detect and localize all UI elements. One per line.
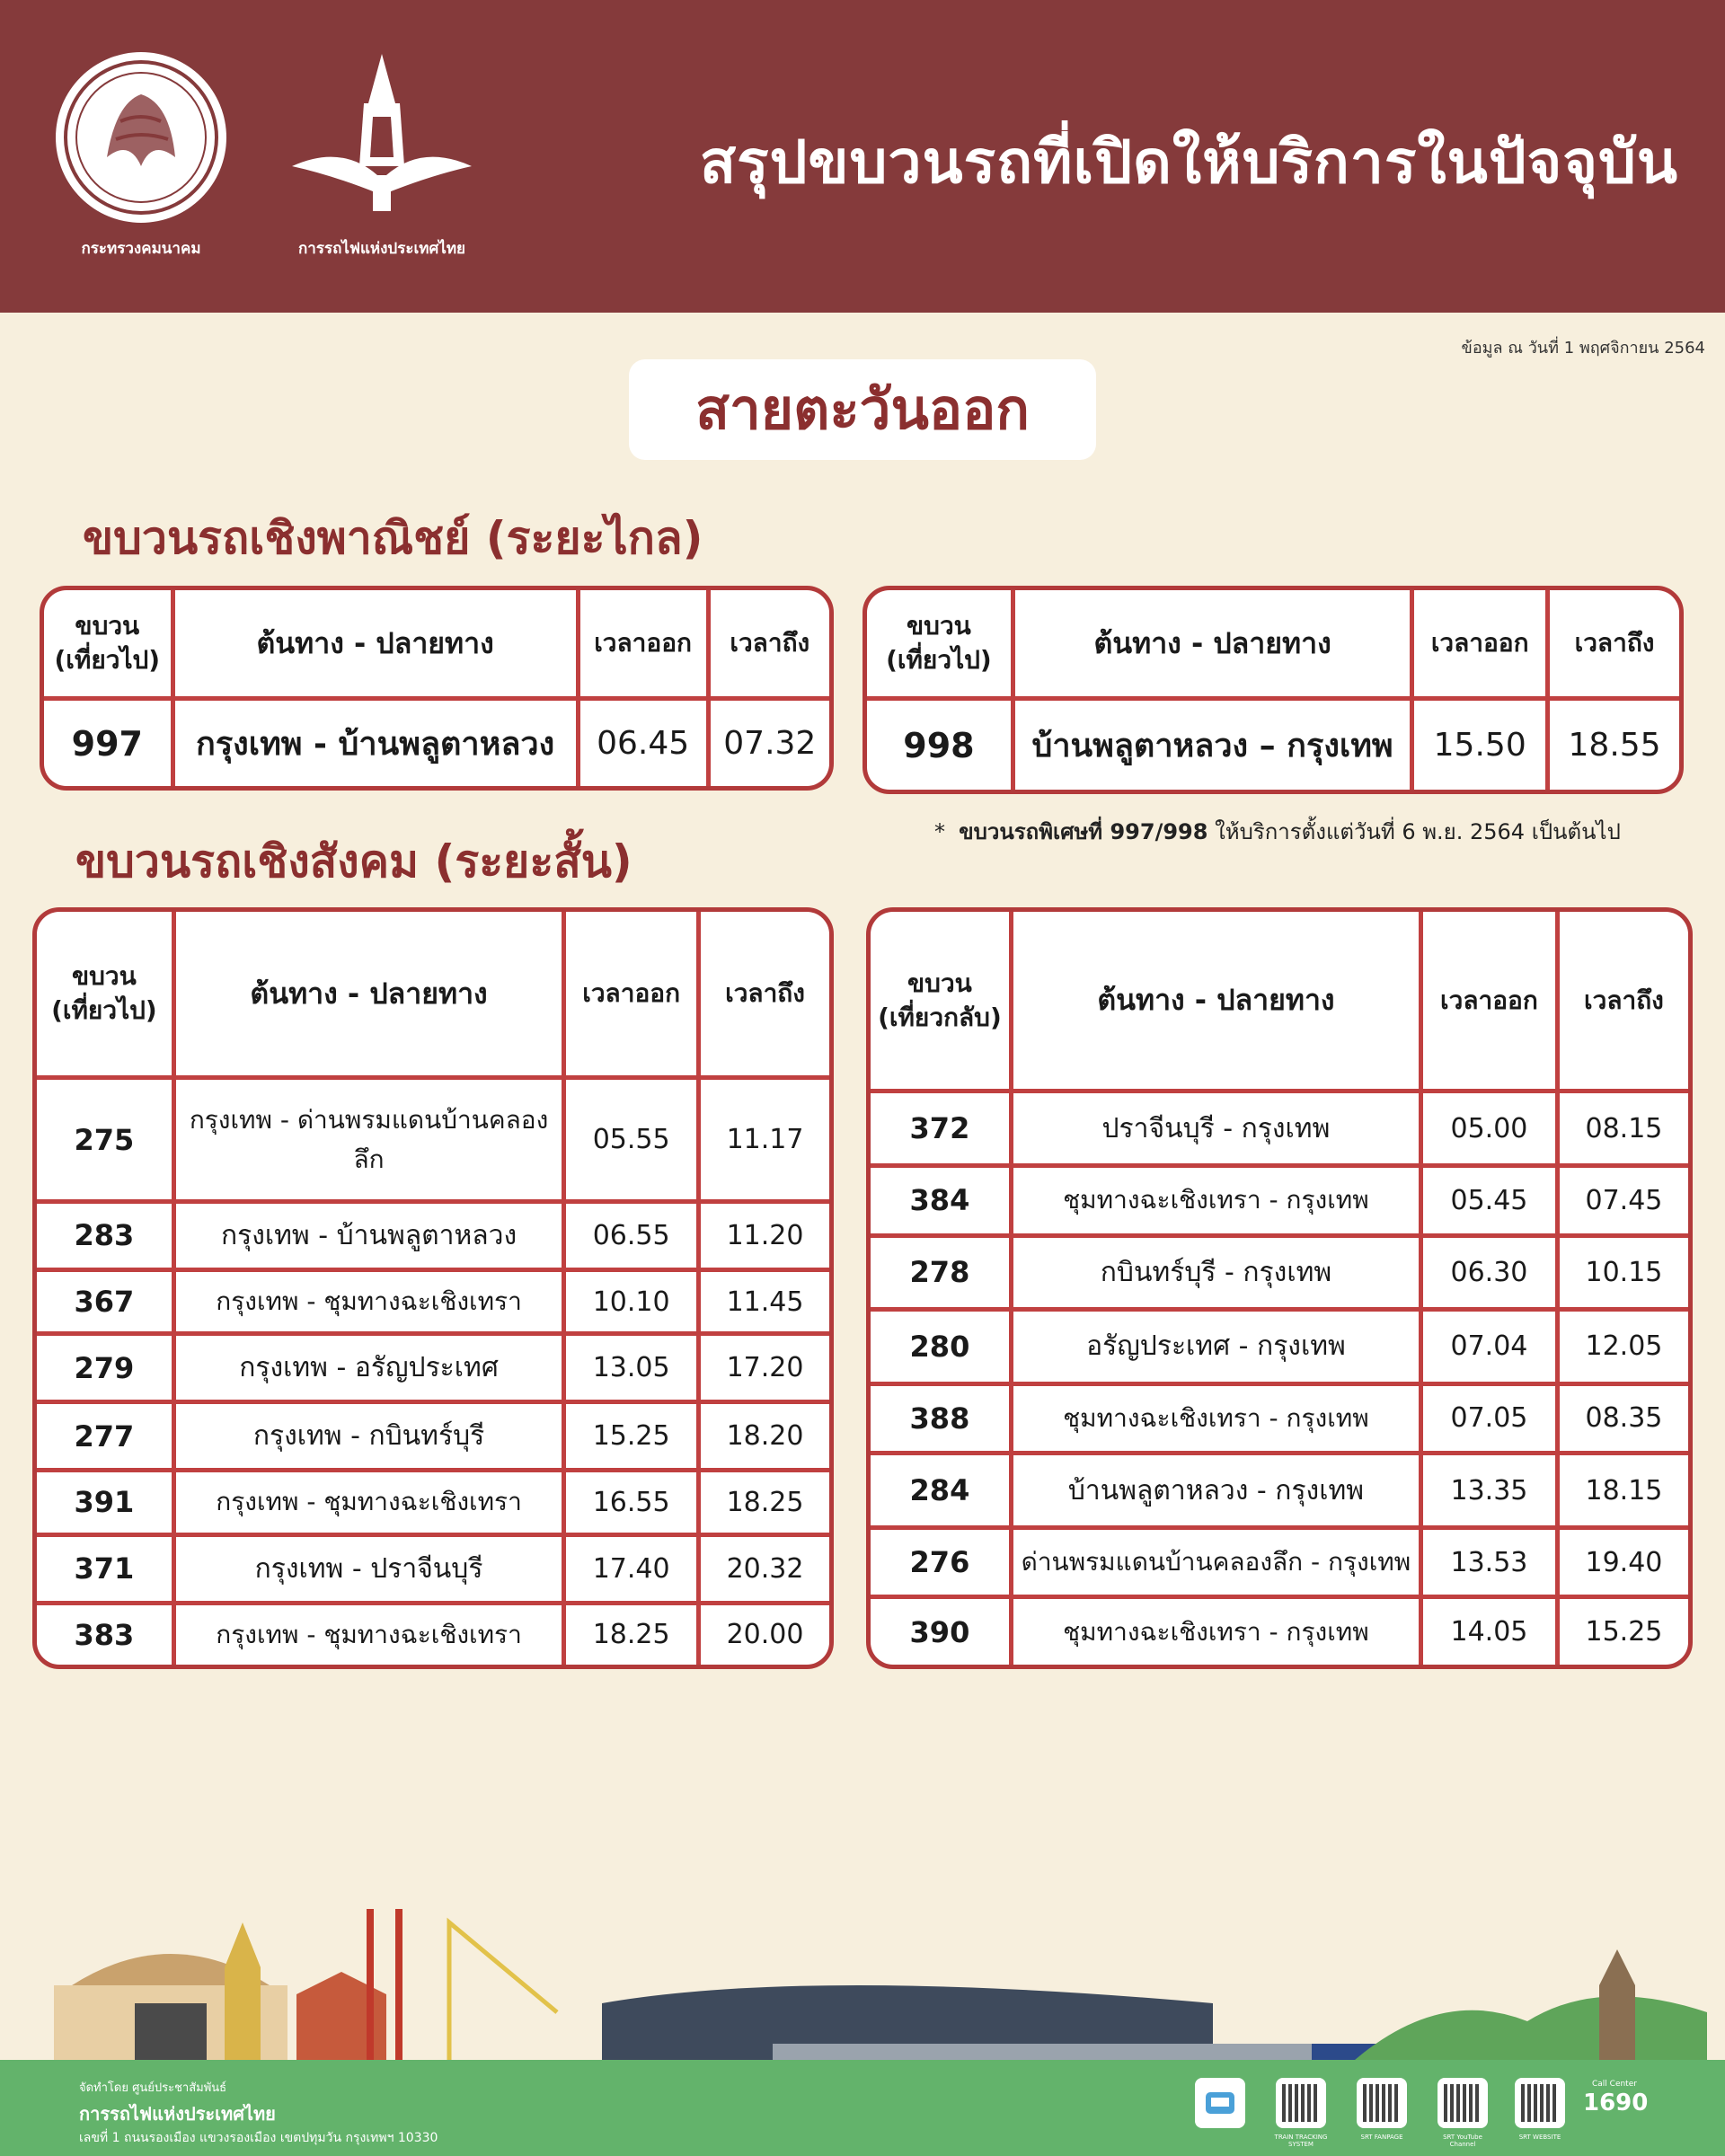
train-number: 390 [871, 1599, 1009, 1665]
long-distance-table-return [862, 586, 1684, 794]
footer-produced-by: จัดทำโดย ศูนย์ประชาสัมพันธ์ [79, 2081, 227, 2095]
header-route: ต้นทาง - ปลายทาง [176, 912, 562, 1075]
long-distance-table-outbound [40, 586, 834, 791]
route: กรุงเทพ - ด่านพรมแดนบ้านคลองลึก [176, 1080, 562, 1199]
arrive-time: 07.32 [711, 701, 829, 786]
arrive-time: 10.15 [1560, 1238, 1688, 1308]
table-row [871, 1312, 1688, 1382]
arrive-time: 20.00 [701, 1605, 829, 1665]
train-number: 278 [871, 1238, 1009, 1308]
arrive-time: 11.45 [701, 1272, 829, 1331]
arrive-time: 07.45 [1560, 1168, 1688, 1233]
depart-time: 15.25 [566, 1404, 696, 1468]
route: ปราจีนบุรี - กรุงเทพ [1013, 1093, 1419, 1163]
qr-caption: SRT YouTube Channel [1443, 2134, 1482, 2148]
train-number: 275 [37, 1080, 172, 1199]
route: ด่านพรมแดนบ้านคลองลึก - กรุงเทพ [1013, 1530, 1419, 1595]
ministry-caption: กระทรวงคมนาคม [81, 240, 201, 258]
table-row [871, 1386, 1688, 1452]
table-row [871, 1455, 1688, 1525]
qr-caption: SRT FANPAGE [1360, 2134, 1403, 2141]
depart-time: 15.50 [1414, 701, 1545, 790]
train-number: 367 [37, 1272, 172, 1331]
arrive-time: 18.55 [1550, 701, 1679, 790]
route: บ้านพลูตาหลวง - กรุงเทพ [1013, 1455, 1419, 1525]
website-qr-icon[interactable] [1515, 2078, 1565, 2128]
table-row [871, 1093, 1688, 1163]
header-depart: เวลาออก [580, 590, 706, 696]
arrive-time: 15.25 [1560, 1599, 1688, 1665]
table-row [867, 701, 1679, 790]
route: บ้านพลูตาหลวง – กรุงเทพ [1015, 701, 1410, 790]
arrive-time: 11.17 [701, 1080, 829, 1199]
train-number: 391 [37, 1472, 172, 1532]
arrive-time: 08.35 [1560, 1386, 1688, 1452]
train-number: 284 [871, 1455, 1009, 1525]
route: ชุมทางฉะเชิงเทรา - กรุงเทพ [1013, 1599, 1419, 1665]
fanpage-qr-icon[interactable] [1357, 2078, 1407, 2128]
landmarks-illustration [0, 1886, 1725, 2066]
header-arrive: เวลาถึง [701, 912, 829, 1075]
ministry-seal-icon [53, 49, 229, 225]
depart-time: 06.30 [1423, 1238, 1555, 1308]
data-as-of: ข้อมูล ณ วันที่ 1 พฤศจิกายน 2564 [1461, 339, 1705, 358]
train-number: 998 [867, 701, 1011, 790]
short-distance-table-inbound [866, 907, 1693, 1669]
train-number: 371 [37, 1537, 172, 1601]
depart-time: 13.53 [1423, 1530, 1555, 1595]
depart-time: 06.45 [580, 701, 706, 786]
depart-time: 13.35 [1423, 1455, 1555, 1525]
ministry-logo [47, 49, 235, 261]
depart-time: 18.25 [566, 1605, 696, 1665]
depart-time: 05.45 [1423, 1168, 1555, 1233]
train-number: 372 [871, 1093, 1009, 1163]
table-row [871, 1168, 1688, 1233]
header-banner [0, 0, 1725, 313]
region-label-box [629, 359, 1096, 460]
footer-address: เลขที่ 1 ถนนรองเมือง แขวงรองเมือง เขตปทุมวัน กรุงเทพฯ 10330 [79, 2131, 438, 2145]
depart-time: 06.55 [566, 1204, 696, 1268]
route: อรัญประเทศ - กรุงเทพ [1013, 1312, 1419, 1382]
app-icon[interactable] [1195, 2078, 1245, 2128]
route: กรุงเทพ - ชุมทางฉะเชิงเทรา [176, 1272, 562, 1331]
region-label: สายตะวันออก [695, 376, 1030, 442]
depart-time: 10.10 [566, 1272, 696, 1331]
arrive-time: 20.32 [701, 1537, 829, 1601]
route: กรุงเทพ - อรัญประเทศ [176, 1336, 562, 1400]
train-number: 280 [871, 1312, 1009, 1382]
arrive-time: 18.15 [1560, 1455, 1688, 1525]
arrive-time: 17.20 [701, 1336, 829, 1400]
arrive-time: 18.25 [701, 1472, 829, 1532]
header-arrive: เวลาถึง [1560, 912, 1688, 1089]
arrive-time: 11.20 [701, 1204, 829, 1268]
page-title: สรุปขบวนรถที่เปิดให้บริการในปัจจุบัน [699, 128, 1678, 197]
route: ชุมทางฉะเชิงเทรา - กรุงเทพ [1013, 1168, 1419, 1233]
qr-caption: TRAIN TRACKING SYSTEM [1274, 2134, 1328, 2148]
train-number: 279 [37, 1336, 172, 1400]
route: กรุงเทพ - ชุมทางฉะเชิงเทรา [176, 1605, 562, 1665]
header-train: ขบวน (เที่ยวไป) [37, 912, 172, 1075]
depart-time: 13.05 [566, 1336, 696, 1400]
youtube-qr-icon[interactable] [1438, 2078, 1488, 2128]
train-tracking-qr-icon[interactable] [1276, 2078, 1326, 2128]
route: กรุงเทพ - ปราจีนบุรี [176, 1537, 562, 1601]
header-route: ต้นทาง - ปลายทาง [1013, 912, 1419, 1089]
train-number: 997 [44, 701, 171, 786]
srt-caption: การรถไฟแห่งประเทศไทย [297, 240, 466, 258]
header-route: ต้นทาง - ปลายทาง [1015, 590, 1410, 696]
short-distance-table-outbound [32, 907, 834, 1669]
qr-caption: SRT WEBSITE [1518, 2134, 1561, 2141]
train-number: 283 [37, 1204, 172, 1268]
long-distance-title: ขบวนรถเชิงพาณิชย์ (ระยะไกล) [83, 512, 703, 564]
arrive-time: 18.20 [701, 1404, 829, 1468]
table-row [37, 1272, 829, 1331]
header-depart: เวลาออก [1414, 590, 1545, 696]
table-row [37, 1537, 829, 1601]
arrive-time: 08.15 [1560, 1093, 1688, 1163]
header-train: ขบวน (เที่ยวไป) [44, 590, 171, 696]
table-row [871, 1530, 1688, 1595]
depart-time: 05.00 [1423, 1093, 1555, 1163]
footer-org: การรถไฟแห่งประเทศไทย [79, 2103, 276, 2125]
table-row [871, 1238, 1688, 1308]
table-row [37, 1204, 829, 1268]
depart-time: 07.04 [1423, 1312, 1555, 1382]
route: กบินทร์บุรี - กรุงเทพ [1013, 1238, 1419, 1308]
table-row [44, 701, 829, 786]
train-number: 388 [871, 1386, 1009, 1452]
table-row [37, 1404, 829, 1468]
depart-time: 05.55 [566, 1080, 696, 1199]
call-center-label: Call Center [1592, 2080, 1637, 2089]
route: กรุงเทพ - กบินทร์บุรี [176, 1404, 562, 1468]
header-depart: เวลาออก [1423, 912, 1555, 1089]
depart-time: 07.05 [1423, 1386, 1555, 1452]
depart-time: 17.40 [566, 1537, 696, 1601]
arrive-time: 12.05 [1560, 1312, 1688, 1382]
route: ชุมทางฉะเชิงเทรา - กรุงเทพ [1013, 1386, 1419, 1452]
header-train: ขบวน (เที่ยวกลับ) [871, 912, 1009, 1089]
header-train: ขบวน (เที่ยวไป) [867, 590, 1011, 696]
train-number: 384 [871, 1168, 1009, 1233]
table-row [37, 1472, 829, 1532]
route: กรุงเทพ - บ้านพลูตาหลวง [176, 1204, 562, 1268]
header-arrive: เวลาถึง [1550, 590, 1679, 696]
header-route: ต้นทาง - ปลายทาง [175, 590, 576, 696]
train-number: 276 [871, 1530, 1009, 1595]
srt-emblem-icon [288, 49, 476, 225]
table-row [37, 1080, 829, 1199]
table-row [871, 1599, 1688, 1665]
route: กรุงเทพ - บ้านพลูตาหลวง [175, 701, 576, 786]
srt-logo [279, 49, 485, 261]
depart-time: 16.55 [566, 1472, 696, 1532]
special-train-note: * ขบวนรถพิเศษที่ 997/998 ให้บริการตั้งแต่วันที่ 6 พ.ย. 2564 เป็นต้นไป [934, 819, 1621, 844]
header-arrive: เวลาถึง [711, 590, 829, 696]
short-distance-title: ขบวนรถเชิงสังคม (ระยะสั้น) [75, 835, 632, 888]
route: กรุงเทพ - ชุมทางฉะเชิงเทรา [176, 1472, 562, 1532]
table-row [37, 1605, 829, 1665]
call-center-number: 1690 [1583, 2090, 1649, 2116]
footer [0, 2060, 1725, 2156]
arrive-time: 19.40 [1560, 1530, 1688, 1595]
train-number: 277 [37, 1404, 172, 1468]
table-row [37, 1336, 829, 1400]
depart-time: 14.05 [1423, 1599, 1555, 1665]
train-number: 383 [37, 1605, 172, 1665]
header-depart: เวลาออก [566, 912, 696, 1075]
